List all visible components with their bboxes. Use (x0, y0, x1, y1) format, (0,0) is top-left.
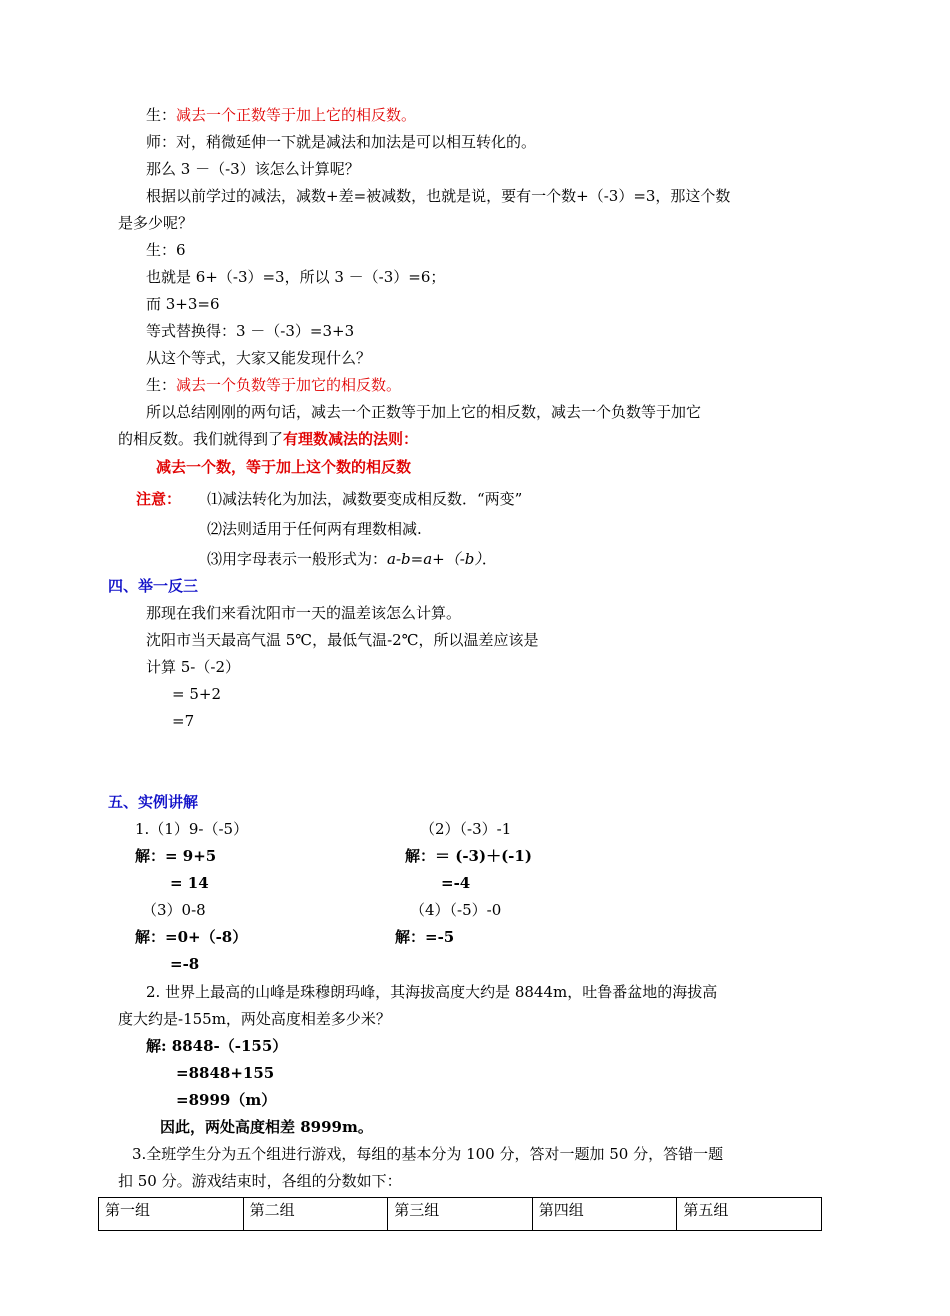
dialog-line: 从这个等式，大家又能发现什么？ (146, 349, 372, 367)
solution-line: 解：= 9+5 (135, 847, 217, 865)
note-item (207, 548, 497, 570)
example-problem: （2）（-3）-1 (420, 820, 512, 838)
solution-line: = 14 (170, 874, 209, 892)
dialog-line: 而 3+3=6 (146, 295, 220, 313)
paragraph-line: 扣 50 分。游戏结束时，各组的分数如下： (118, 1172, 402, 1190)
table-header-cell: 第三组 (388, 1198, 533, 1231)
dialog-line: 师：对，稍微延伸一下就是减法和加法是可以相互转化的。 (146, 133, 537, 151)
note-period: ． (481, 550, 497, 568)
highlighted-statement: 减去一个负数等于加它的相反数。 (176, 376, 402, 394)
paragraph-line: 2. 世界上最高的山峰是珠穆朗玛峰，其海拔高度大约是 8844m，吐鲁番盆地的海拔高 (146, 983, 718, 1001)
dialog-line (146, 374, 401, 396)
solution-line: =8848+155 (176, 1064, 275, 1082)
example-problem: （4）（-5）-0 (410, 901, 502, 919)
score-table (98, 1197, 822, 1231)
solution-line: 解：=-5 (395, 928, 455, 946)
calculation-line: =7 (172, 712, 195, 730)
table-header-cell: 第五组 (677, 1198, 822, 1231)
speaker-label: 生： (146, 106, 177, 124)
paragraph-text: 的相反数。我们就得到了 (118, 430, 284, 448)
rule-statement: 减去一个数，等于加上这个数的相反数 (156, 458, 412, 476)
paragraph-line: 度大约是-155m，两处高度相差多少米？ (118, 1010, 391, 1028)
calculation-line: 计算 5-（-2） (146, 658, 240, 676)
paragraph-line: 那现在我们来看沈阳市一天的温差该怎么计算。 (146, 604, 462, 622)
rule-title: 有理数减法的法则： (283, 430, 419, 448)
dialog-line (146, 104, 416, 126)
solution-line: 解：=0+（-8） (135, 928, 248, 946)
paragraph-line: 所以总结刚刚的两句话，减去一个正数等于加上它的相反数，减去一个负数等于加它 (146, 403, 702, 421)
paragraph-line: 是多少呢？ (118, 214, 194, 232)
example-problem: （3）0-8 (142, 901, 206, 919)
speaker-label: 生： (146, 376, 177, 394)
formula: a-b=a+（-b） (387, 550, 482, 568)
solution-line: 解：＝ (-3)＋(-1) (405, 847, 532, 865)
note-text: ⑶用字母表示一般形式为： (207, 550, 388, 568)
solution-line: =-8 (170, 955, 200, 973)
paragraph-line (118, 428, 418, 450)
calculation-line: = 5+2 (172, 685, 221, 703)
conclusion-line: 因此，两处高度相差 8999m。 (160, 1118, 373, 1136)
paragraph-line: 根据以前学过的减法，减数+差=被减数，也就是说，要有一个数+（-3）=3，那这个数 (146, 187, 731, 205)
table-row (99, 1198, 822, 1231)
dialog-line: 也就是 6+（-3）=3，所以 3 －（-3）=6； (146, 268, 446, 286)
note-item: ⑵法则适用于任何两有理数相减. (207, 520, 422, 538)
solution-line: 解: 8848-（-155） (146, 1037, 288, 1055)
table-header-cell: 第四组 (532, 1198, 677, 1231)
section-heading: 四、举一反三 (108, 577, 199, 595)
table-header-cell: 第一组 (99, 1198, 244, 1231)
solution-line: =-4 (441, 874, 471, 892)
dialog-line: 生：6 (146, 241, 186, 259)
example-problem: 1.（1）9-（-5） (135, 820, 249, 838)
solution-line: =8999（m） (176, 1091, 277, 1109)
paragraph-line: 沈阳市当天最高气温 5℃，最低气温-2℃，所以温差应该是 (146, 631, 539, 649)
dialog-line: 那么 3 －（-3）该怎么计算呢？ (146, 160, 360, 178)
table-header-cell: 第二组 (243, 1198, 388, 1231)
note-label: 注意： (136, 490, 182, 508)
dialog-line: 等式替换得：3 －（-3）=3+3 (146, 322, 355, 340)
note-item: ⑴减法转化为加法，减数要变成相反数．“两变” (207, 490, 523, 508)
highlighted-statement: 减去一个正数等于加上它的相反数。 (176, 106, 417, 124)
section-heading: 五、实例讲解 (108, 793, 199, 811)
paragraph-line: 3.全班学生分为五个组进行游戏，每组的基本分为 100 分，答对一题加 50 分，答错一题 (132, 1145, 724, 1163)
